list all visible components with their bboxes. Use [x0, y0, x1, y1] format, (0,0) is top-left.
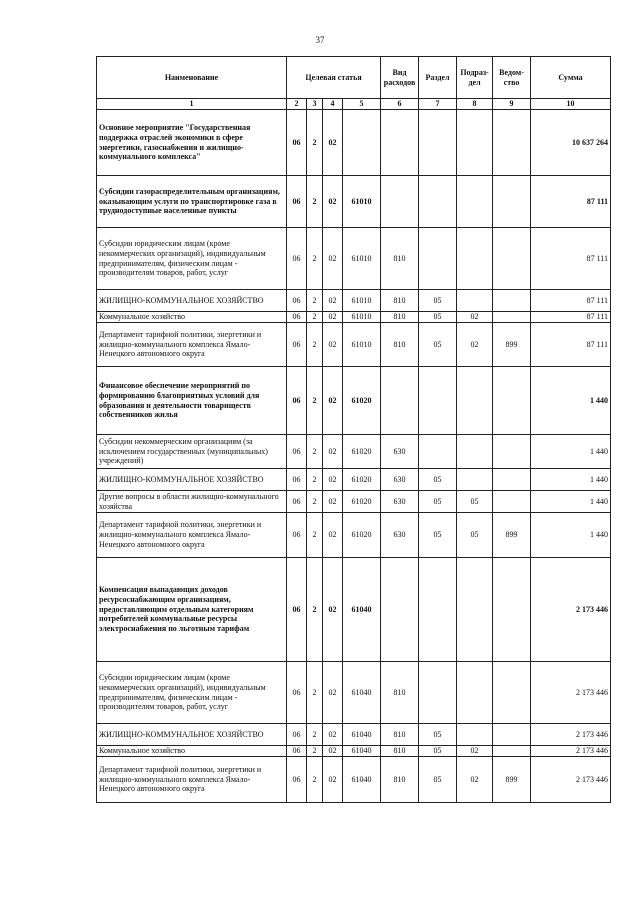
row-code-c5: 61010: [343, 290, 381, 312]
row-code-c8: 02: [457, 746, 493, 757]
row-name: ЖИЛИЩНО-КОММУНАЛЬНОЕ ХОЗЯЙСТВО: [97, 290, 287, 312]
row-code-c2: 06: [287, 367, 307, 435]
index-cell: 4: [323, 99, 343, 110]
header-expense-type: Вид расходов: [381, 57, 419, 99]
row-code-c9: [493, 110, 531, 176]
row-code-c7: [419, 228, 457, 290]
row-sum: 1 440: [531, 367, 611, 435]
row-code-c4: 02: [323, 513, 343, 558]
table-row: [97, 435, 611, 469]
row-code-c2: 06: [287, 323, 307, 367]
row-code-c7: 05: [419, 290, 457, 312]
row-code-c6: 810: [381, 724, 419, 746]
row-sum: 1 440: [531, 491, 611, 513]
row-code-c6: 810: [381, 228, 419, 290]
row-sum: 87 111: [531, 323, 611, 367]
row-code-c2: 06: [287, 110, 307, 176]
row-code-c6: 810: [381, 312, 419, 323]
row-code-c6: 630: [381, 491, 419, 513]
row-name: ЖИЛИЩНО-КОММУНАЛЬНОЕ ХОЗЯЙСТВО: [97, 469, 287, 491]
row-code-c8: [457, 662, 493, 724]
row-code-c2: 06: [287, 746, 307, 757]
row-code-c8: 05: [457, 513, 493, 558]
index-cell: 8: [457, 99, 493, 110]
row-code-c5: 61040: [343, 724, 381, 746]
table-row: [97, 176, 611, 228]
row-code-c9: [493, 724, 531, 746]
table-row: [97, 323, 611, 367]
table-row: [97, 290, 611, 312]
row-code-c3: 2: [307, 757, 323, 803]
row-code-c2: 06: [287, 724, 307, 746]
row-code-c6: 810: [381, 323, 419, 367]
row-code-c2: 06: [287, 491, 307, 513]
row-code-c7: 05: [419, 746, 457, 757]
row-code-c4: 02: [323, 290, 343, 312]
row-code-c4: 02: [323, 469, 343, 491]
index-cell: 2: [287, 99, 307, 110]
table-row: [97, 724, 611, 746]
row-name: Департамент тарифной политики, энергетики и жилищно-коммунального комплекса Ямало-Ненецкого автономного округа: [97, 513, 287, 558]
row-code-c3: 2: [307, 513, 323, 558]
row-code-c8: 02: [457, 312, 493, 323]
table-row: [97, 469, 611, 491]
row-code-c9: [493, 176, 531, 228]
row-code-c4: 02: [323, 558, 343, 662]
index-cell: 1: [97, 99, 287, 110]
row-code-c2: 06: [287, 757, 307, 803]
row-code-c4: 02: [323, 228, 343, 290]
row-code-c9: 899: [493, 323, 531, 367]
row-code-c7: [419, 176, 457, 228]
row-code-c7: [419, 435, 457, 469]
row-code-c5: 61040: [343, 757, 381, 803]
row-sum: 2 173 446: [531, 724, 611, 746]
row-code-c5: [343, 110, 381, 176]
row-code-c4: 02: [323, 110, 343, 176]
row-code-c3: 2: [307, 176, 323, 228]
row-name: Основное мероприятие "Государственная поддержка отраслей экономики в сфере энергетики, газоснабжения и жилищно-коммунального комплекса": [97, 110, 287, 176]
row-code-c3: 2: [307, 469, 323, 491]
row-code-c8: [457, 724, 493, 746]
row-code-c5: 61040: [343, 662, 381, 724]
table-row: [97, 228, 611, 290]
page-number: 37: [315, 35, 325, 45]
row-name: Субсидии юридическим лицам (кроме некоммерческих организаций), индивидуальным предпринимателям, физическим лицам - производителям товаров, работ, услуг: [97, 662, 287, 724]
row-code-c7: 05: [419, 491, 457, 513]
row-code-c9: [493, 491, 531, 513]
row-code-c2: 06: [287, 469, 307, 491]
row-code-c7: 05: [419, 312, 457, 323]
row-code-c4: 02: [323, 746, 343, 757]
row-code-c4: 02: [323, 367, 343, 435]
table-row: [97, 491, 611, 513]
row-code-c5: 61020: [343, 435, 381, 469]
header-sum: Сумма: [531, 57, 611, 99]
row-code-c8: [457, 558, 493, 662]
row-code-c8: [457, 228, 493, 290]
row-code-c5: 61040: [343, 746, 381, 757]
header-section: Раздел: [419, 57, 457, 99]
row-sum: 87 111: [531, 290, 611, 312]
header-target-article: Целевая статья: [287, 57, 381, 99]
row-code-c2: 06: [287, 290, 307, 312]
row-code-c3: 2: [307, 312, 323, 323]
row-code-c2: 06: [287, 662, 307, 724]
row-sum: 1 440: [531, 469, 611, 491]
header-name: Наименование: [97, 57, 287, 99]
row-code-c5: 61020: [343, 367, 381, 435]
row-code-c2: 06: [287, 312, 307, 323]
table-row: [97, 312, 611, 323]
row-code-c7: 05: [419, 323, 457, 367]
row-name: Субсидии газораспределительным организациям, оказывающим услуги по транспортировке газа в труднодоступные населенные пункты: [97, 176, 287, 228]
row-code-c8: [457, 435, 493, 469]
row-code-c7: 05: [419, 724, 457, 746]
row-code-c7: 05: [419, 469, 457, 491]
row-name: Субсидии некоммерческим организациям (за исключением государственных (муниципальных) учреждений): [97, 435, 287, 469]
row-code-c4: 02: [323, 491, 343, 513]
row-name: Субсидии юридическим лицам (кроме некоммерческих организаций), индивидуальным предпринимателям, физическим лицам - производителям товаров, работ, услуг: [97, 228, 287, 290]
row-name: Финансовое обеспечение мероприятий по формированию благоприятных условий для образования и деятельности товариществ собственников жилья: [97, 367, 287, 435]
row-code-c5: 61020: [343, 491, 381, 513]
row-code-c6: 810: [381, 290, 419, 312]
row-code-c2: 06: [287, 513, 307, 558]
index-cell: 9: [493, 99, 531, 110]
table-row: [97, 746, 611, 757]
row-code-c7: [419, 110, 457, 176]
row-code-c3: 2: [307, 746, 323, 757]
row-code-c2: 06: [287, 228, 307, 290]
index-cell: 6: [381, 99, 419, 110]
row-code-c5: 61010: [343, 323, 381, 367]
row-code-c3: 2: [307, 110, 323, 176]
row-code-c6: [381, 176, 419, 228]
row-code-c3: 2: [307, 435, 323, 469]
row-code-c3: 2: [307, 662, 323, 724]
row-sum: 2 173 446: [531, 757, 611, 803]
table-row: [97, 558, 611, 662]
row-code-c4: 02: [323, 435, 343, 469]
budget-table: [96, 56, 611, 803]
row-code-c7: [419, 367, 457, 435]
row-code-c9: [493, 312, 531, 323]
row-code-c4: 02: [323, 323, 343, 367]
row-code-c8: 02: [457, 323, 493, 367]
row-code-c4: 02: [323, 312, 343, 323]
row-name: ЖИЛИЩНО-КОММУНАЛЬНОЕ ХОЗЯЙСТВО: [97, 724, 287, 746]
table-row: [97, 110, 611, 176]
row-code-c3: 2: [307, 491, 323, 513]
row-code-c6: [381, 367, 419, 435]
index-cell: 3: [307, 99, 323, 110]
header-subsection: Подраз-дел: [457, 57, 493, 99]
index-cell: 7: [419, 99, 457, 110]
row-code-c5: 61020: [343, 513, 381, 558]
header-department: Ведом-ство: [493, 57, 531, 99]
row-code-c7: 05: [419, 513, 457, 558]
row-code-c8: [457, 176, 493, 228]
row-code-c3: 2: [307, 228, 323, 290]
row-sum: 87 111: [531, 176, 611, 228]
row-code-c8: [457, 469, 493, 491]
row-sum: 10 637 264: [531, 110, 611, 176]
row-code-c5: 61010: [343, 312, 381, 323]
row-code-c9: [493, 290, 531, 312]
row-code-c3: 2: [307, 724, 323, 746]
row-code-c5: 61020: [343, 469, 381, 491]
row-sum: 1 440: [531, 435, 611, 469]
table-row: [97, 367, 611, 435]
row-sum: 1 440: [531, 513, 611, 558]
row-code-c6: 810: [381, 746, 419, 757]
row-code-c2: 06: [287, 558, 307, 662]
row-code-c4: 02: [323, 662, 343, 724]
row-name: Департамент тарифной политики, энергетики и жилищно-коммунального комплекса Ямало-Ненецкого автономного округа: [97, 757, 287, 803]
row-name: Департамент тарифной политики, энергетики и жилищно-коммунального комплекса Ямало-Ненецкого автономного округа: [97, 323, 287, 367]
row-code-c5: 61010: [343, 228, 381, 290]
index-row: [97, 99, 611, 110]
row-code-c9: [493, 228, 531, 290]
row-sum: 87 111: [531, 228, 611, 290]
row-code-c6: 630: [381, 435, 419, 469]
row-code-c9: [493, 367, 531, 435]
row-sum: 2 173 446: [531, 662, 611, 724]
row-name: Компенсация выпадающих доходов ресурсоснабжающим организациям, предоставляющим отдельным категориям потребителей коммунальные ресурсы электроснабжения по льготным тарифам: [97, 558, 287, 662]
table-row: [97, 757, 611, 803]
row-code-c7: 05: [419, 757, 457, 803]
row-code-c6: 810: [381, 757, 419, 803]
row-code-c6: 630: [381, 513, 419, 558]
row-code-c6: [381, 110, 419, 176]
row-code-c3: 2: [307, 558, 323, 662]
row-code-c8: [457, 367, 493, 435]
row-code-c6: 810: [381, 662, 419, 724]
row-code-c9: 899: [493, 757, 531, 803]
row-sum: 87 111: [531, 312, 611, 323]
row-code-c6: [381, 558, 419, 662]
row-code-c8: [457, 110, 493, 176]
row-code-c8: 02: [457, 757, 493, 803]
row-code-c6: 630: [381, 469, 419, 491]
row-code-c9: [493, 469, 531, 491]
row-code-c4: 02: [323, 176, 343, 228]
row-code-c9: [493, 435, 531, 469]
row-code-c9: [493, 746, 531, 757]
row-code-c3: 2: [307, 323, 323, 367]
table-row: [97, 513, 611, 558]
row-code-c3: 2: [307, 290, 323, 312]
row-code-c2: 06: [287, 176, 307, 228]
row-code-c3: 2: [307, 367, 323, 435]
row-code-c9: 899: [493, 513, 531, 558]
table-row: [97, 662, 611, 724]
header-row: [97, 57, 611, 99]
row-code-c4: 02: [323, 724, 343, 746]
row-code-c9: [493, 662, 531, 724]
row-name: Коммунальное хозяйство: [97, 312, 287, 323]
row-code-c5: 61040: [343, 558, 381, 662]
row-code-c9: [493, 558, 531, 662]
row-name: Другие вопросы в области жилищно-коммунального хозяйства: [97, 491, 287, 513]
row-code-c5: 61010: [343, 176, 381, 228]
index-cell: 10: [531, 99, 611, 110]
row-sum: 2 173 446: [531, 746, 611, 757]
row-code-c7: [419, 558, 457, 662]
index-cell: 5: [343, 99, 381, 110]
row-code-c2: 06: [287, 435, 307, 469]
row-sum: 2 173 446: [531, 558, 611, 662]
row-code-c8: 05: [457, 491, 493, 513]
row-name: Коммунальное хозяйство: [97, 746, 287, 757]
row-code-c8: [457, 290, 493, 312]
row-code-c7: [419, 662, 457, 724]
row-code-c4: 02: [323, 757, 343, 803]
